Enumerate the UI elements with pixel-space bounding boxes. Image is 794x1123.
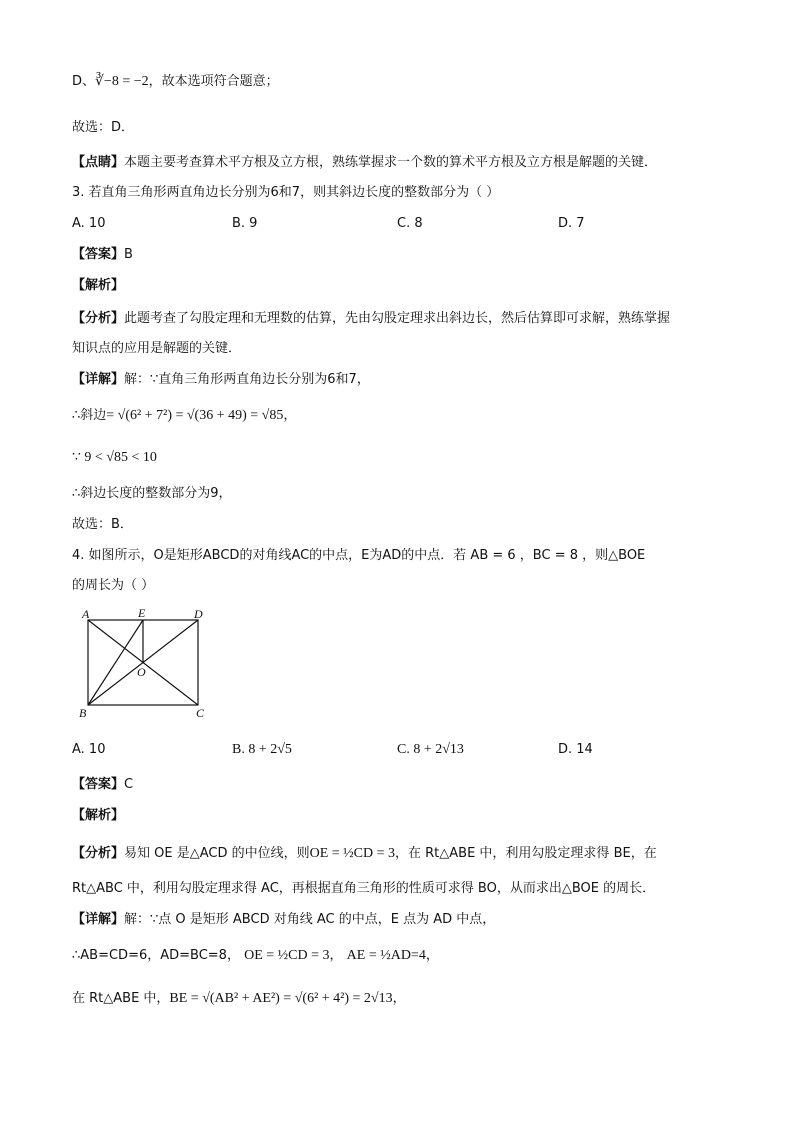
q4-fenxi-text-a: 易知 OE 是△ACD 的中位线，则 <box>124 846 310 861</box>
q4-step3-expr: BE = √(AB² + AE²) = √(6² + 4²) = 2√13 <box>169 991 393 1006</box>
q4-fenxi-line1 <box>72 844 657 864</box>
q4-step2: ∴AB=CD=6，AD=BC=8， OE = ½CD = 3， AE = ½AD=4， <box>72 948 439 963</box>
q4-step2-text: ∴AB=CD=6，AD=BC=8， <box>72 948 240 963</box>
q4-step3-prefix: 在 Rt△ABE 中， <box>72 991 170 1006</box>
q3-calc-expression: = √(6² + 7²) = √(36 + 49) = √85 <box>106 408 284 423</box>
q4-jiexi-tag: 【解析】 <box>72 808 125 823</box>
q3-fenxi-text1: 此题考查了勾股定理和无理数的估算，先由勾股定理求出斜边长，然后估算即可求解，熟练掌握 <box>124 311 671 326</box>
q4-fenxi-tag: 【分析】 <box>72 846 125 861</box>
label-o: O <box>137 665 146 679</box>
label-a: A <box>82 607 90 621</box>
q3-xiangjie-text: 解：∵直角三角形两直角边长分别为6和7， <box>124 372 370 387</box>
q4-step2-end: ， <box>425 948 439 963</box>
q3-choose-b: 故选：B． <box>72 517 133 532</box>
option-d-explanation <box>72 72 279 92</box>
q3-calc-suffix: ， <box>283 408 297 423</box>
q3-inequality: ∵ 9 < √85 < 10 <box>72 450 157 465</box>
q3-option-b: B. 9 <box>232 216 258 231</box>
dianjing-line <box>72 153 657 173</box>
q4-option-b: B. 8 + 2√5 <box>232 742 292 757</box>
option-d-suffix: ，故本选项符合题意； <box>148 74 279 89</box>
q3-option-c: C. 8 <box>397 216 423 231</box>
label-d: D <box>194 607 203 621</box>
q3-stem: 3. 若直角三角形两直角边长分别为6和7，则其斜边长度的整数部分为（ ） <box>72 185 500 200</box>
q3-fenxi-line1 <box>72 309 670 329</box>
q3-hypotenuse-calc <box>72 406 296 426</box>
q3-xiangjie-tag: 【详解】 <box>72 372 125 387</box>
q4-fenxi-text-b: ，在 Rt△ABE 中，利用勾股定理求得 BE，在 <box>395 846 657 861</box>
label-e: E <box>138 606 146 620</box>
q4-xiangjie-text: 解：∵点 O 是矩形 ABCD 对角线 AC 的中点，E 点为 AD 中点， <box>124 912 496 927</box>
q4-fenxi-oe-expr: OE = ½CD = 3 <box>309 846 396 861</box>
dianjing-tag: 【点睛】 <box>72 155 125 170</box>
q4-fenxi-line2: Rt△ABC 中，利用勾股定理求得 AC，再根据直角三角形的性质可求得 BO，从而求出△BOE 的周长． <box>72 881 656 896</box>
q4-stem-line2: 的周长为（ ） <box>72 578 155 593</box>
rectangle-figure <box>76 606 216 722</box>
q3-answer-tag: 【答案】 <box>72 247 125 262</box>
dianjing-text: 本题主要考查算术平方根及立方根，熟练掌握求一个数的算术平方根及立方根是解题的关键． <box>124 155 658 170</box>
cube-root-expression: ∛−8 = −2 <box>95 74 149 89</box>
q3-option-a: A. 10 <box>72 216 106 231</box>
q3-answer-value: B <box>124 247 133 262</box>
q4-xiangjie-line <box>72 910 495 930</box>
q4-option-d: D. 14 <box>558 742 593 757</box>
q3-xiangjie-line <box>72 370 370 390</box>
q4-step2-ae: AE = ½AD=4 <box>346 948 426 963</box>
q4-step2-oe: OE = ½CD = 3 <box>244 948 330 963</box>
q3-answer <box>72 245 133 265</box>
q3-calc-prefix: ∴斜边 <box>72 408 107 423</box>
option-d-prefix: D、 <box>72 74 96 89</box>
q4-step3-suffix: ， <box>392 991 406 1006</box>
label-b: B <box>79 706 87 720</box>
choose-d-line: 故选：D． <box>72 120 135 135</box>
q4-option-a: A. 10 <box>72 742 106 757</box>
q4-stem-line1: 4. 如图所示，O是矩形ABCD的对角线AC的中点，E为AD的中点．若 AB = 6 ，BC = 8 ，则△BOE <box>72 548 646 563</box>
q4-answer-value: C <box>124 777 134 792</box>
q3-fenxi-line2: 知识点的应用是解题的关键． <box>72 341 242 356</box>
q4-answer <box>72 775 133 795</box>
segment-be <box>88 620 143 705</box>
q3-jiexi-tag: 【解析】 <box>72 278 125 293</box>
q3-fenxi-tag: 【分析】 <box>72 311 125 326</box>
q4-option-c: C. 8 + 2√13 <box>397 742 464 757</box>
q4-step3 <box>72 989 406 1009</box>
q3-conclusion: ∴斜边长度的整数部分为9， <box>72 486 232 501</box>
q4-answer-tag: 【答案】 <box>72 777 125 792</box>
q3-option-d: D. 7 <box>558 216 585 231</box>
label-c: C <box>196 706 205 720</box>
q4-xiangjie-tag: 【详解】 <box>72 912 125 927</box>
